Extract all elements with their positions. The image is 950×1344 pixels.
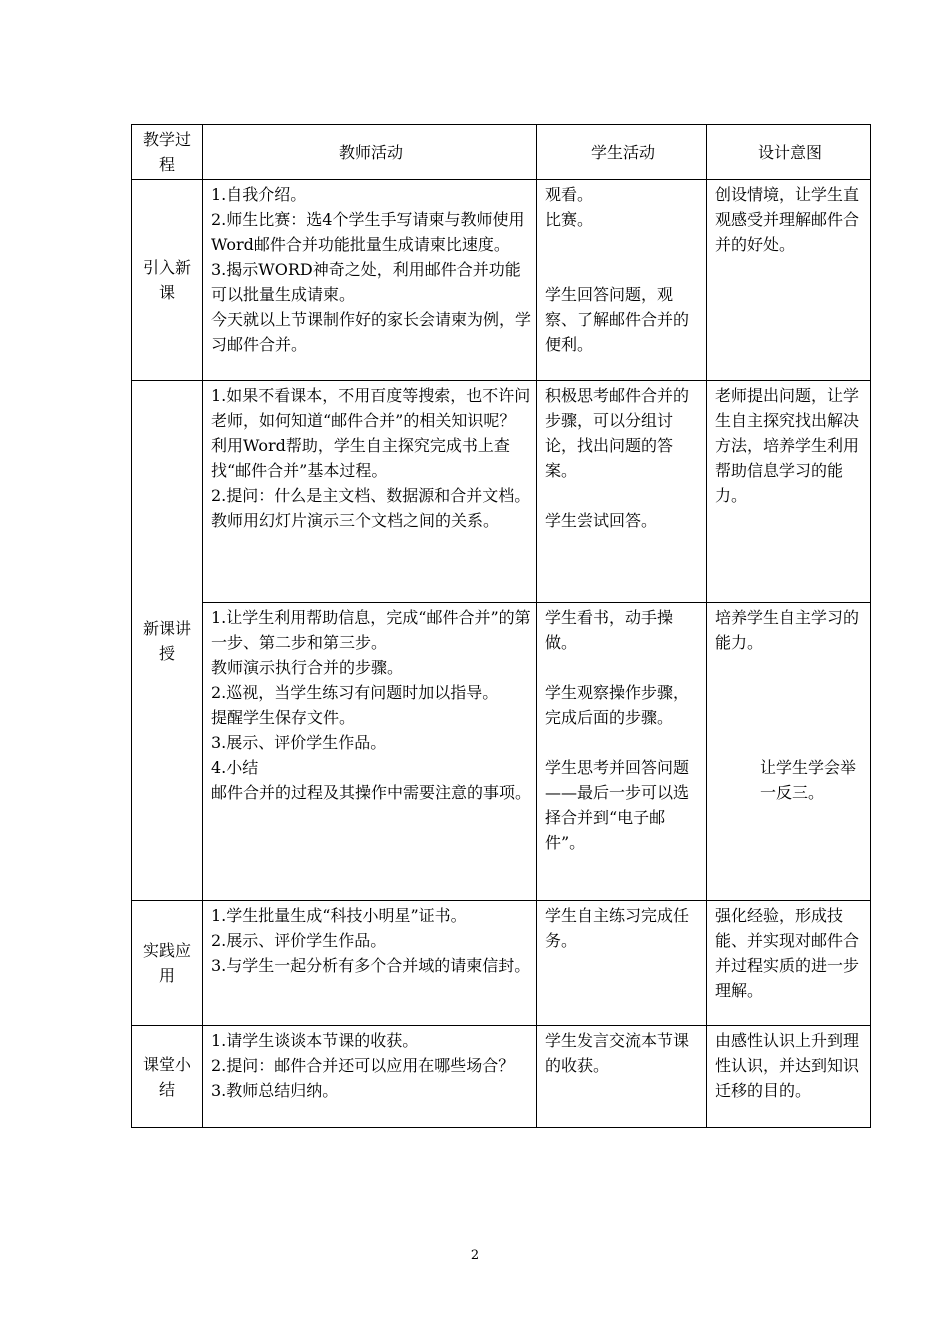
teacher-line: 2.师生比赛：选4个学生手写请柬与教师使用Word邮件合并功能批量生成请柬比速度。 [211, 210, 525, 254]
teacher-activity-cell [203, 1026, 537, 1128]
teacher-line: 2.提问：什么是主文档、数据源和合并文档。 [211, 486, 531, 505]
student-line: 学生看书，动手操做。 [545, 608, 674, 652]
header-student: 学生活动 [537, 125, 707, 180]
teacher-line: 教师演示执行合并的步骤。 [211, 658, 404, 677]
design-intent-cell [707, 1026, 871, 1128]
student-activity-cell [537, 1026, 707, 1128]
teacher-line: 1.如果不看课本，不用百度等搜索，也不许问老师，如何知道“邮件合并”的相关知识呢？ [211, 386, 531, 430]
lesson-plan-table [131, 124, 871, 1128]
teacher-line: 4.小结 [211, 758, 259, 777]
table-row [132, 603, 871, 901]
teacher-activity-cell [203, 901, 537, 1026]
student-line: 学生观察操作步骤，完成后面的步骤。 [545, 683, 690, 727]
table-header-row [132, 125, 871, 180]
design-intent-cell [707, 180, 871, 381]
stage-cell: 实践应用 [132, 901, 203, 1026]
student-line: 积极思考邮件合并的步骤，可以分组讨论，找出问题的答案。 [545, 386, 690, 480]
table-row [132, 180, 871, 381]
teacher-line: 教师用幻灯片演示三个文档之间的关系。 [211, 511, 500, 530]
table-row [132, 1026, 871, 1128]
intent-text: 创设情境，让学生直观感受并理解邮件合并的好处。 [715, 185, 860, 254]
teacher-line: 利用Word帮助，学生自主探究完成书上查找“邮件合并”基本过程。 [211, 436, 510, 480]
student-line: 学生自主练习完成任务。 [545, 906, 690, 950]
teacher-line: 1.让学生利用帮助信息，完成“邮件合并”的第一步、第二步和第三步。 [211, 608, 531, 652]
teacher-activity-cell [203, 603, 537, 901]
page-number: 2 [470, 1248, 480, 1263]
teacher-line: 3.揭示WORD神奇之处，利用邮件合并功能可以批量生成请柬。 [211, 260, 521, 304]
student-line: 学生思考并回答问题——最后一步可以选择合并到“电子邮件”。 [545, 758, 690, 852]
student-activity-cell [537, 180, 707, 381]
design-intent-cell [707, 603, 871, 901]
stage-cell: 新课讲授 [132, 381, 203, 901]
intent-text: 老师提出问题，让学生自主探究找出解决方法，培养学生利用帮助信息学习的能力。 [715, 386, 860, 505]
student-activity-cell [537, 603, 707, 901]
stage-cell: 课堂小结 [132, 1026, 203, 1128]
table-row [132, 381, 871, 603]
student-activity-cell [537, 381, 707, 603]
teacher-activity-cell [203, 381, 537, 603]
table-row [132, 901, 871, 1026]
header-intent: 设计意图 [707, 125, 871, 180]
design-intent-cell [707, 901, 871, 1026]
teacher-line: 2.提问：邮件合并还可以应用在哪些场合？ [211, 1056, 515, 1075]
student-line: 比赛。 [545, 210, 594, 229]
header-stage: 教学过程 [132, 125, 203, 180]
teacher-activity-cell [203, 180, 537, 381]
teacher-line: 1.请学生谈谈本节课的收获。 [211, 1031, 419, 1050]
teacher-line: 3.展示、评价学生作品。 [211, 733, 387, 752]
stage-cell: 引入新课 [132, 180, 203, 381]
teacher-line: 2.巡视，当学生练习有问题时加以指导。 [211, 683, 499, 702]
intent-text: 由感性认识上升到理性认识，并达到知识迁移的目的。 [715, 1031, 860, 1100]
intent-text: 培养学生自主学习的能力。 [715, 608, 860, 652]
student-line: 学生回答问题，观察、了解邮件合并的便利。 [545, 285, 690, 354]
teacher-line: 1.自我介绍。 [211, 185, 307, 204]
teacher-line: 3.与学生一起分析有多个合并域的请柬信封。 [211, 956, 531, 975]
teacher-line: 1.学生批量生成“科技小明星”证书。 [211, 906, 467, 925]
student-activity-cell [537, 901, 707, 1026]
teacher-line: 2.展示、评价学生作品。 [211, 931, 387, 950]
student-line: 观看。 [545, 185, 594, 204]
header-teacher: 教师活动 [203, 125, 537, 180]
student-line: 学生尝试回答。 [545, 511, 658, 530]
intent-text: 让学生学会举一反三。 [760, 758, 857, 802]
teacher-line: 邮件合并的过程及其操作中需要注意的事项。 [211, 783, 532, 802]
teacher-line: 今天就以上节课制作好的家长会请柬为例，学习邮件合并。 [211, 310, 532, 354]
teacher-line: 提醒学生保存文件。 [211, 708, 356, 727]
student-line: 学生发言交流本节课的收获。 [545, 1031, 690, 1075]
design-intent-cell [707, 381, 871, 603]
intent-text: 强化经验，形成技能、并实现对邮件合并过程实质的进一步理解。 [715, 906, 860, 1000]
teacher-line: 3.教师总结归纳。 [211, 1081, 339, 1100]
